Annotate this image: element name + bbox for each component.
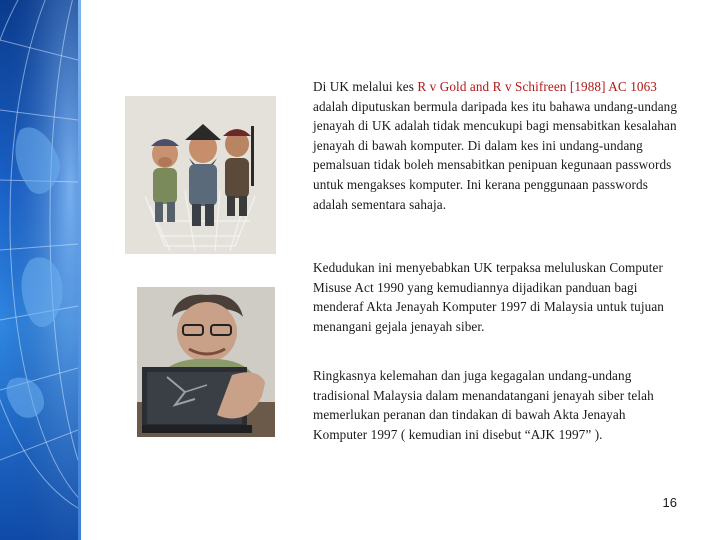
globe-graphic xyxy=(0,0,78,540)
page-number: 16 xyxy=(662,495,677,510)
figurines-photo xyxy=(125,96,276,254)
paragraph-uk-act: Kedudukan ini menyebabkan UK terpaksa meluluskan Computer Misuse Act 1990 yang kemudiannya dijadikan panduan bagi menderaf Akta Jenayah Komputer 1997 di Malaysia untuk tujuan menangani gejala jenayah siber. xyxy=(313,260,664,334)
broken-laptop-man-photo xyxy=(137,287,275,437)
side-band-edge xyxy=(78,0,81,540)
paragraph-1-intro: Di UK melalui kes xyxy=(313,79,418,94)
paragraph-case-background xyxy=(313,77,678,214)
side-globe-band xyxy=(0,0,78,540)
paragraph-summary: Ringkasnya kelemahan dan juga kegagalan undang-undang tradisional Malaysia dalam menandatangani jenayah siber telah memerlukan peranan dan tindakan di bawah Akta Jenayah Komputer 1997 ( kemudian ini disebut “AJK 1997” ). xyxy=(313,368,654,442)
case-reference: R v Gold and R v Schifreen [1988] AC 1063 xyxy=(417,79,657,94)
paragraph-1-body: adalah diputuskan bermula daripada kes itu bahawa undang-undang jenayah di UK adalah tidak mencukupi bagi mensabitkan kesalahan jenayah di bawah komputer. Di dalam kes ini undang-undang pemalsuan tidak boleh mensabitkan penipuan kegunaan passwords untuk mengakses komputer. Ini kerana penggunaan passwords adalah sementara sahaja. xyxy=(313,98,678,212)
